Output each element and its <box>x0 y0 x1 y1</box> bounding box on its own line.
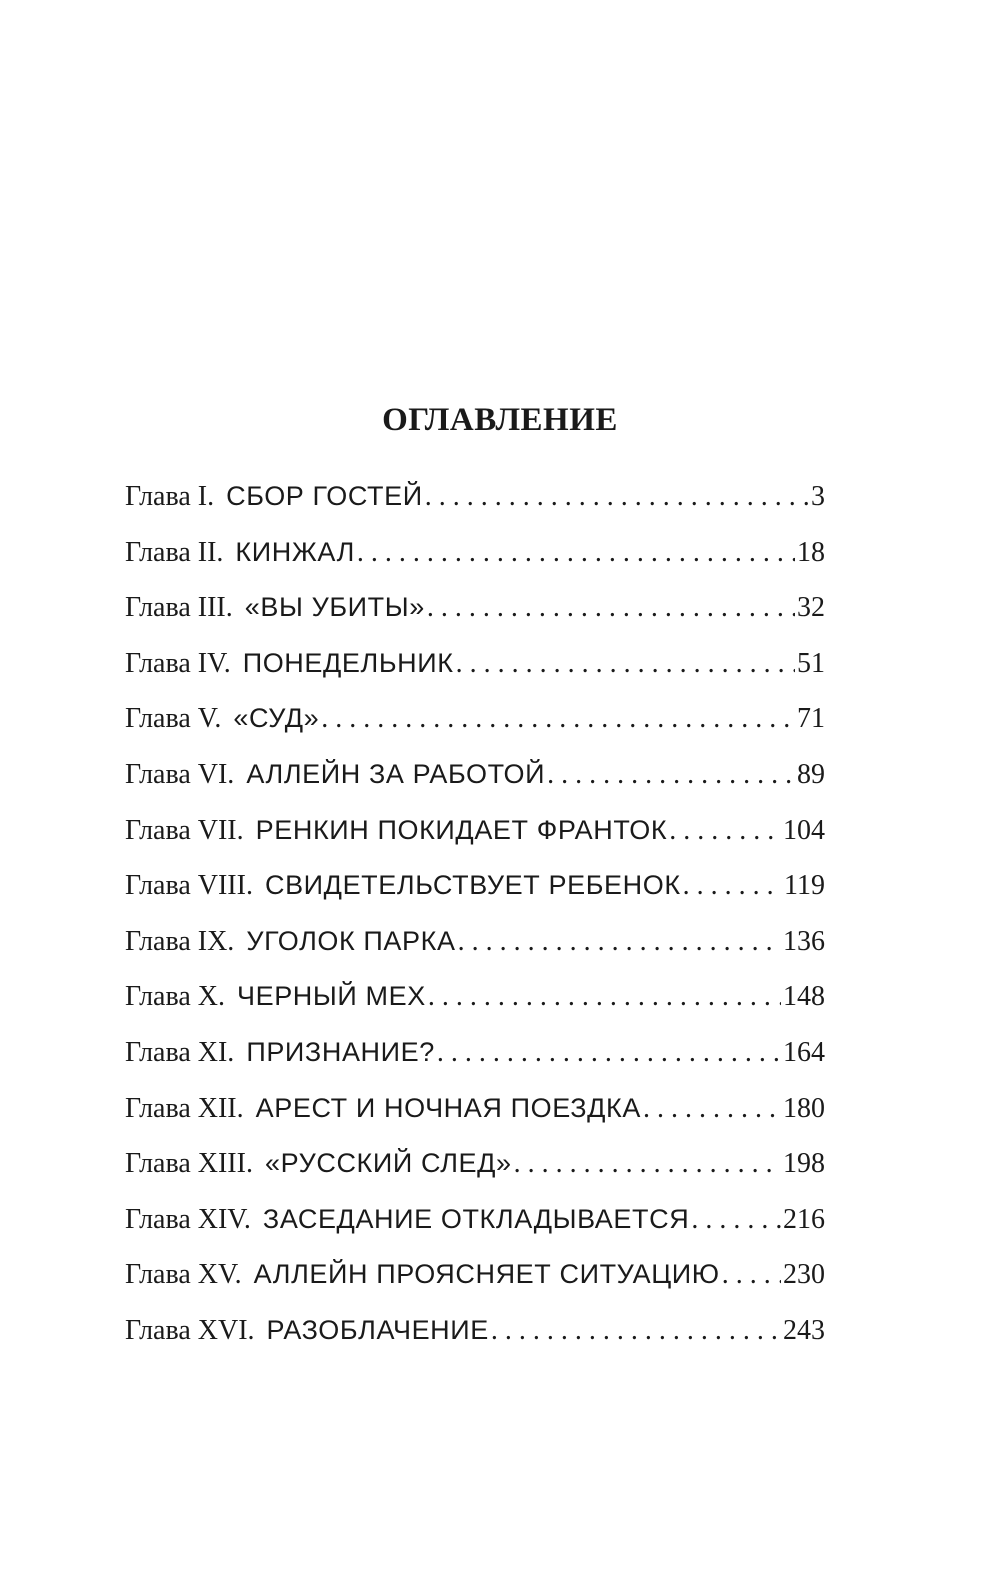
chapter-title: АЛЛЕЙН ЗА РАБОТОЙ <box>246 758 546 789</box>
chapter-number: Глава XIII. <box>125 1148 253 1180</box>
chapter-number: Глава X. <box>125 981 225 1013</box>
dot-leader <box>722 1259 781 1291</box>
chapter-number: Глава XVI. <box>125 1314 255 1346</box>
toc-entry <box>125 537 825 593</box>
chapter-title: «СУД» <box>233 703 320 734</box>
toc-entry <box>125 926 825 982</box>
chapter-title: «ВЫ УБИТЫ» <box>244 592 425 623</box>
toc-entry <box>125 1204 825 1260</box>
chapter-number: Глава XII. <box>125 1092 244 1124</box>
page-number: 104 <box>783 814 825 846</box>
toc-entry <box>125 870 825 926</box>
chapter-number: Глава I. <box>125 481 215 512</box>
page-number: 230 <box>783 1259 825 1291</box>
page-number: 18 <box>797 536 825 568</box>
chapter-title: РЕНКИН ПОКИДАЕТ ФРАНТОК <box>255 814 668 845</box>
chapter-title: РАЗОБЛАЧЕНИЕ <box>266 1314 489 1345</box>
toc-entry <box>125 703 825 759</box>
page-number: 180 <box>783 1092 825 1124</box>
chapter-title: КИНЖАЛ <box>235 536 355 567</box>
toc-entry <box>125 481 825 537</box>
dot-leader <box>427 592 795 624</box>
dot-leader <box>683 870 782 902</box>
chapter-title: «РУССКИЙ СЛЕД» <box>264 1148 512 1179</box>
chapter-number: Глава IX. <box>125 925 235 957</box>
page-number: 51 <box>797 647 825 679</box>
toc-entry <box>125 759 825 815</box>
chapter-number: Глава III. <box>125 592 233 624</box>
page-number: 89 <box>797 758 825 790</box>
page-number: 164 <box>783 1036 825 1068</box>
page-number: 119 <box>784 870 825 902</box>
toc-entry <box>125 1037 825 1093</box>
chapter-title: ПОНЕДЕЛЬНИК <box>242 647 454 678</box>
page-number: 243 <box>783 1314 825 1346</box>
dot-leader <box>691 1204 781 1236</box>
chapter-number: Глава II. <box>125 536 224 568</box>
chapter-number: Глава VIII. <box>125 870 253 902</box>
toc-entry <box>125 981 825 1037</box>
chapter-title: АРЕСТ И НОЧНАЯ ПОЕЗДКА <box>255 1092 641 1123</box>
chapter-number: Глава XV. <box>125 1259 242 1291</box>
dot-leader <box>357 537 795 569</box>
chapter-number: Глава XIV. <box>125 1203 251 1235</box>
chapter-number: Глава VII. <box>125 814 244 846</box>
chapter-number: Глава VI. <box>125 758 235 790</box>
chapter-title: АЛЛЕЙН ПРОЯСНЯЕТ СИТУАЦИЮ <box>253 1259 720 1290</box>
toc-entry <box>125 1148 825 1204</box>
toc-entry <box>125 1093 825 1149</box>
dot-leader <box>437 1037 781 1069</box>
page-number: 216 <box>783 1203 825 1235</box>
toc-heading: ОГЛАВЛЕНИЕ <box>382 402 618 438</box>
page-number: 71 <box>797 703 825 735</box>
chapter-title: СВИДЕТЕЛЬСТВУЕТ РЕБЕНОК <box>264 870 681 901</box>
toc-list <box>125 481 825 1371</box>
page-number: 3 <box>811 481 825 512</box>
chapter-number: Глава IV. <box>125 647 231 679</box>
page-number: 32 <box>797 592 825 624</box>
page-number: 198 <box>783 1148 825 1180</box>
chapter-title: ЧЕРНЫЙ МЕХ <box>236 981 426 1012</box>
toc-entry <box>125 648 825 704</box>
dot-leader <box>321 703 795 735</box>
dot-leader <box>547 759 795 791</box>
dot-leader <box>669 815 781 847</box>
toc-entry <box>125 815 825 871</box>
toc-entry <box>125 1259 825 1315</box>
dot-leader <box>458 926 781 958</box>
dot-leader <box>425 481 809 513</box>
dot-leader <box>643 1093 781 1125</box>
chapter-number: Глава V. <box>125 703 222 735</box>
page-number: 136 <box>783 925 825 957</box>
dot-leader <box>428 981 781 1013</box>
toc-entry <box>125 592 825 648</box>
chapter-title: ПРИЗНАНИЕ? <box>246 1036 435 1067</box>
dot-leader <box>491 1315 781 1347</box>
page-number: 148 <box>783 981 825 1013</box>
chapter-title: СБОР ГОСТЕЙ <box>226 481 423 511</box>
dot-leader <box>456 648 795 680</box>
chapter-title: ЗАСЕДАНИЕ ОТКЛАДЫВАЕТСЯ <box>262 1203 690 1234</box>
dot-leader <box>514 1148 781 1180</box>
toc-entry <box>125 1315 825 1371</box>
chapter-title: УГОЛОК ПАРКА <box>246 925 456 956</box>
chapter-number: Глава XI. <box>125 1036 235 1068</box>
